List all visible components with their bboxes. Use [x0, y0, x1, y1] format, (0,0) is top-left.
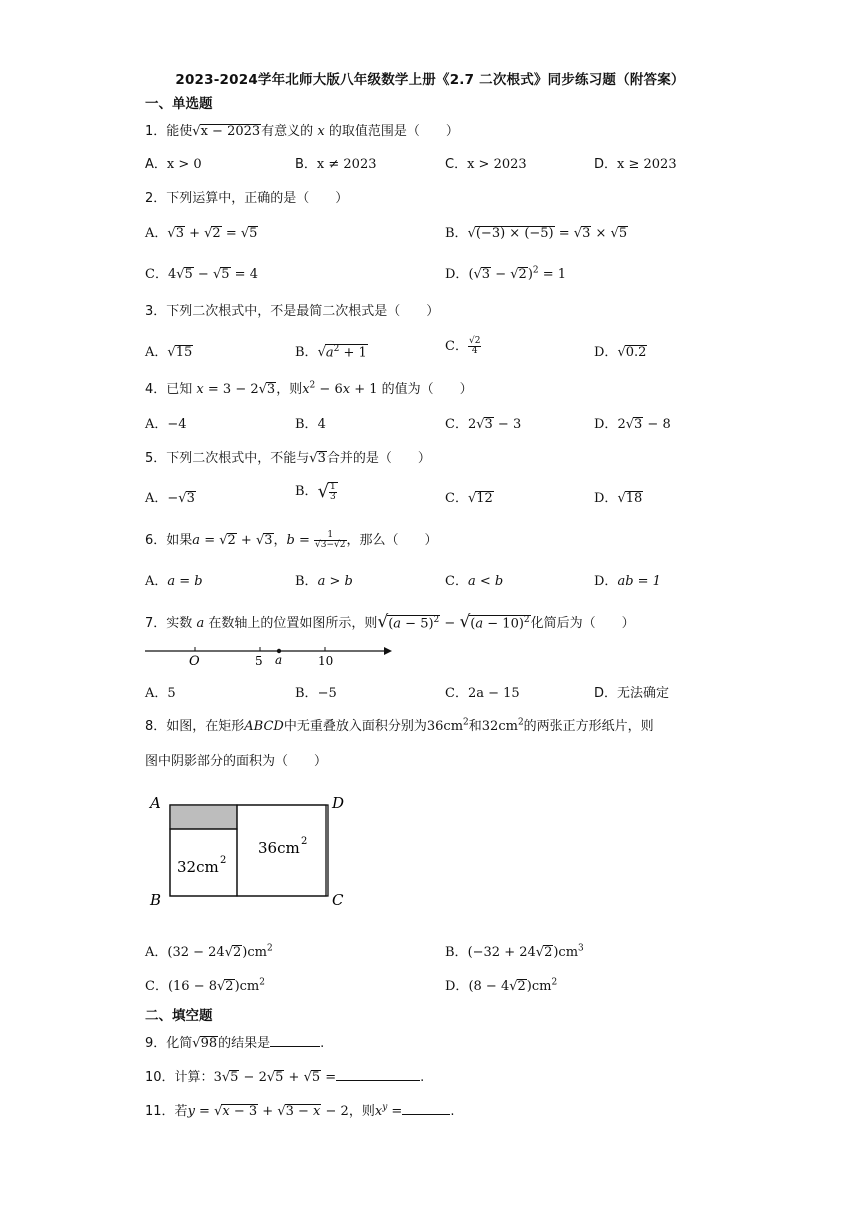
label-5: 5	[255, 654, 263, 668]
option-letter: D．	[594, 345, 618, 360]
q8-area-1: 36cm	[426, 719, 464, 734]
q8-option-b[interactable]: B．$(-32 + 24√2)cm^3$	[445, 943, 584, 960]
q7-text-c: 化简后为（ ）	[530, 616, 635, 631]
rectangle-figure	[145, 790, 360, 915]
option-letter: A．	[145, 491, 168, 506]
option-value: ab = 1	[617, 574, 661, 589]
option-radicand: 12	[476, 491, 493, 506]
option-letter: B．	[295, 345, 318, 360]
sqrt-sign: √	[192, 124, 201, 139]
q8-option-d[interactable]: D．$(8 - 4√2)cm^2$	[445, 977, 558, 994]
question-7: 7．实数 a 在数轴上的位置如图所示，则$√(a - 5)^2 - √(a - 10)^2$化简后为（ ）	[145, 612, 635, 632]
option-letter: A．	[145, 345, 168, 360]
question-5: 5．下列二次根式中，不能与√3合并的是（ ）	[145, 451, 431, 466]
option-letter: D．	[594, 417, 618, 432]
question-number: 11．	[145, 1104, 175, 1119]
q4-text-b: ，则	[276, 382, 303, 397]
question-9: 9．化简√98的结果是 .	[145, 1036, 325, 1051]
question-number: 2．	[145, 191, 167, 206]
label-32	[177, 858, 219, 876]
q11-text-a: 若	[174, 1104, 188, 1119]
q2-option-a[interactable]: A．√3 + √2 = √5	[145, 226, 258, 241]
option-letter: D．	[594, 686, 618, 701]
question-1	[145, 120, 459, 139]
arrow-icon	[384, 647, 392, 655]
q9-text-a: 化简	[166, 1036, 193, 1051]
option-letter: A．	[145, 417, 168, 432]
question-number: 10．	[145, 1070, 175, 1085]
q3-option-d[interactable]: D．√0.2	[594, 345, 647, 360]
label-10: 10	[318, 654, 334, 668]
option-letter: A．	[145, 574, 168, 589]
q11-tail: .	[450, 1104, 455, 1119]
option-letter: C．	[145, 979, 168, 994]
q8-rect-name: ABCD	[244, 719, 284, 734]
question-8-line-2: 图中阴影部分的面积为（ ）	[145, 754, 328, 769]
sup-2-small: 2	[220, 855, 227, 866]
q5-option-d[interactable]: D．√18	[594, 491, 643, 506]
q3-option-b[interactable]: B．$√a^2 + 1$	[295, 343, 367, 360]
option-letter: B．	[295, 686, 318, 701]
label-a: a	[275, 653, 283, 667]
question-6: 6．如果a = √2 + √3，b = $\frac{1}{√3-√2}$ ，那么（ ）	[145, 530, 438, 550]
q4-option-b[interactable]	[295, 413, 326, 432]
q2-option-c[interactable]: C．4√5 − √5 = 4	[145, 267, 258, 282]
question-number: 4．	[145, 382, 167, 397]
section-heading-fill-in: 二、填空题	[145, 1008, 213, 1024]
question-3	[145, 300, 439, 319]
option-value: 无法确定	[617, 686, 670, 701]
question-number: 6．	[145, 533, 167, 548]
q1-tail: 的取值范围是（ ）	[328, 124, 459, 139]
option-letter: A．	[145, 226, 168, 241]
option-letter: D．	[594, 574, 618, 589]
option-value: a < b	[467, 574, 504, 589]
q7-text-b: 在数轴上的位置如图所示，则	[208, 616, 378, 631]
q5-option-b[interactable]: B．√ $\frac{1}{3}$	[295, 481, 336, 502]
q3-option-a[interactable]: A．√15	[145, 345, 193, 360]
q1-text-post: 有意义的	[261, 124, 314, 139]
small-area-label: 32cm	[177, 858, 219, 876]
question-8-line-1: 8．如图，在矩形ABCD中无重叠放入面积分别为$36cm^2$和$32cm^2$的两张正方形纸片，则	[145, 717, 654, 734]
option-value: −4	[167, 417, 187, 432]
option-value: 2a − 15	[467, 686, 520, 701]
question-10: 10．计算：3√5 − 2√5 + √5 = .	[145, 1070, 425, 1085]
q8-text-d: 的两张正方形纸片，则	[523, 719, 654, 734]
option-letter: D．	[445, 979, 469, 994]
q1-option-d[interactable]	[594, 153, 677, 172]
option-letter: A．	[145, 945, 168, 960]
q4-text-c: 的值为（ ）	[381, 382, 473, 397]
option-letter: B．	[445, 945, 468, 960]
q1-option-c[interactable]	[445, 153, 527, 172]
section-heading-single-choice: 一、单选题	[145, 96, 213, 112]
option-letter: B．	[295, 574, 318, 589]
option-radicand: 18	[625, 491, 643, 506]
q5-option-c[interactable]: C．√12	[445, 491, 493, 506]
q5-text-b: 合并的是（ ）	[326, 451, 431, 466]
question-number: 9．	[145, 1036, 167, 1051]
sup-2-big: 2	[301, 836, 308, 847]
q7-var: a	[196, 616, 205, 631]
page-title: 2023-2024学年北师大版八年级数学上册《2.7 二次根式》同步练习题（附答案）	[175, 72, 685, 88]
option-letter: D．	[594, 491, 618, 506]
vertex-c: C	[332, 891, 344, 909]
question-number: 1．	[145, 124, 167, 139]
q1-radicand: x − 2023	[200, 124, 261, 139]
option-letter: B．	[445, 226, 468, 241]
vertex-a: A	[150, 794, 161, 812]
option-value: −5	[317, 686, 337, 701]
q7-option-a[interactable]	[145, 682, 176, 701]
q1-option-b[interactable]	[295, 153, 377, 172]
q7-option-c[interactable]	[445, 682, 520, 701]
option-letter: A．	[145, 686, 168, 701]
q7-option-d[interactable]	[594, 682, 669, 701]
q8-text-b: 中无重叠放入面积分别为	[283, 719, 427, 734]
option-letter: C．	[145, 267, 168, 282]
option-radicand: 15	[175, 345, 193, 360]
q8-text-c: 和	[468, 719, 482, 734]
q9-text-b: 的结果是	[218, 1036, 271, 1051]
option-letter: C．	[445, 157, 468, 172]
answer-blank[interactable]	[270, 1036, 320, 1047]
option-letter: C．	[445, 339, 468, 354]
q1-text-pre: 能使	[166, 124, 193, 139]
q3-text: 下列二次根式中，不是最简二次根式是（ ）	[166, 304, 440, 319]
q8-option-c[interactable]: C．$(16 - 8√2)cm^2$	[145, 977, 265, 994]
q1-option-a[interactable]	[145, 153, 202, 172]
q3-option-c[interactable]: C． $\frac{√2}{4}$	[445, 336, 481, 356]
q4-option-a[interactable]	[145, 413, 187, 432]
question-4: 4．已知 x = 3 − 2√3，则$x^2 - 6x + 1$ 的值为（ ）	[145, 380, 473, 397]
option-letter: C．	[445, 491, 468, 506]
q11-text-b: ，则	[348, 1104, 375, 1119]
option-value: x ≠ 2023	[316, 157, 377, 172]
q6-text-b: ，那么（ ）	[346, 533, 438, 548]
question-number: 8．	[145, 719, 167, 734]
q1-var: x	[317, 124, 325, 139]
answer-blank[interactable]	[402, 1104, 450, 1115]
question-number: 3．	[145, 304, 167, 319]
q6-option-d[interactable]	[594, 570, 661, 589]
q6-option-b[interactable]	[295, 570, 353, 589]
option-letter: B．	[295, 157, 317, 172]
number-line-figure	[140, 640, 400, 670]
option-value: a > b	[317, 574, 353, 589]
option-letter: C．	[445, 417, 468, 432]
question-2	[145, 187, 348, 206]
option-letter: B．	[295, 484, 318, 499]
option-value: x > 0	[166, 157, 202, 172]
q6-text-a: 如果	[166, 533, 193, 548]
option-value: x > 2023	[467, 157, 527, 172]
option-letter: B．	[295, 417, 318, 432]
q2-text: 下列运算中，正确的是（ ）	[166, 191, 349, 206]
vertex-d: D	[332, 794, 345, 812]
answer-blank[interactable]	[336, 1070, 420, 1081]
option-letter: A．	[145, 157, 167, 172]
option-value: 5	[167, 686, 176, 701]
q4-option-c[interactable]: C．2√3 − 3	[445, 417, 522, 432]
big-area-label: 36cm	[258, 839, 300, 857]
q8-option-a[interactable]: A．$(32 - 24√2)cm^2$	[145, 943, 273, 960]
q6-option-c[interactable]	[445, 570, 503, 589]
option-value: x ≥ 2023	[617, 157, 677, 172]
shaded-region	[170, 805, 237, 829]
question-number: 7．	[145, 616, 167, 631]
q8-area-2: 32cm	[481, 719, 518, 734]
label-o: O	[189, 654, 200, 669]
q7-option-b[interactable]	[295, 682, 337, 701]
q6-option-a[interactable]	[145, 570, 203, 589]
option-value: 4	[317, 417, 326, 432]
q5-text-a: 下列二次根式中，不能与	[166, 451, 310, 466]
question-number: 5．	[145, 451, 167, 466]
q9-radicand: 98	[200, 1036, 218, 1051]
q2-option-d[interactable]: D．$(√3 - √2)^2 = 1$	[445, 265, 567, 282]
q7-text-a: 实数	[166, 616, 193, 631]
q5-option-a[interactable]: A．−√3	[145, 491, 195, 506]
option-letter: D．	[445, 267, 469, 282]
q8-text-a: 如图，在矩形	[166, 719, 245, 734]
vertex-b: B	[150, 891, 162, 909]
q4-option-d[interactable]: D．2√3 − 8	[594, 417, 671, 432]
q9-tail: .	[320, 1036, 325, 1051]
option-value: a = b	[167, 574, 203, 589]
option-letter: D．	[594, 157, 618, 172]
q10-text-a: 计算：	[174, 1070, 214, 1085]
label-36	[258, 839, 300, 857]
option-letter: C．	[445, 686, 468, 701]
q4-text-a: 已知	[166, 382, 197, 397]
q2-option-b[interactable]: B．√(−3) × (−5) = √3 × √5	[445, 226, 628, 241]
option-letter: C．	[445, 574, 468, 589]
option-radicand: 0.2	[625, 345, 647, 360]
q10-tail: .	[420, 1070, 425, 1085]
question-11: 11．若y = √x − 3 + √3 − x − 2，则$x^y$ = .	[145, 1102, 455, 1119]
